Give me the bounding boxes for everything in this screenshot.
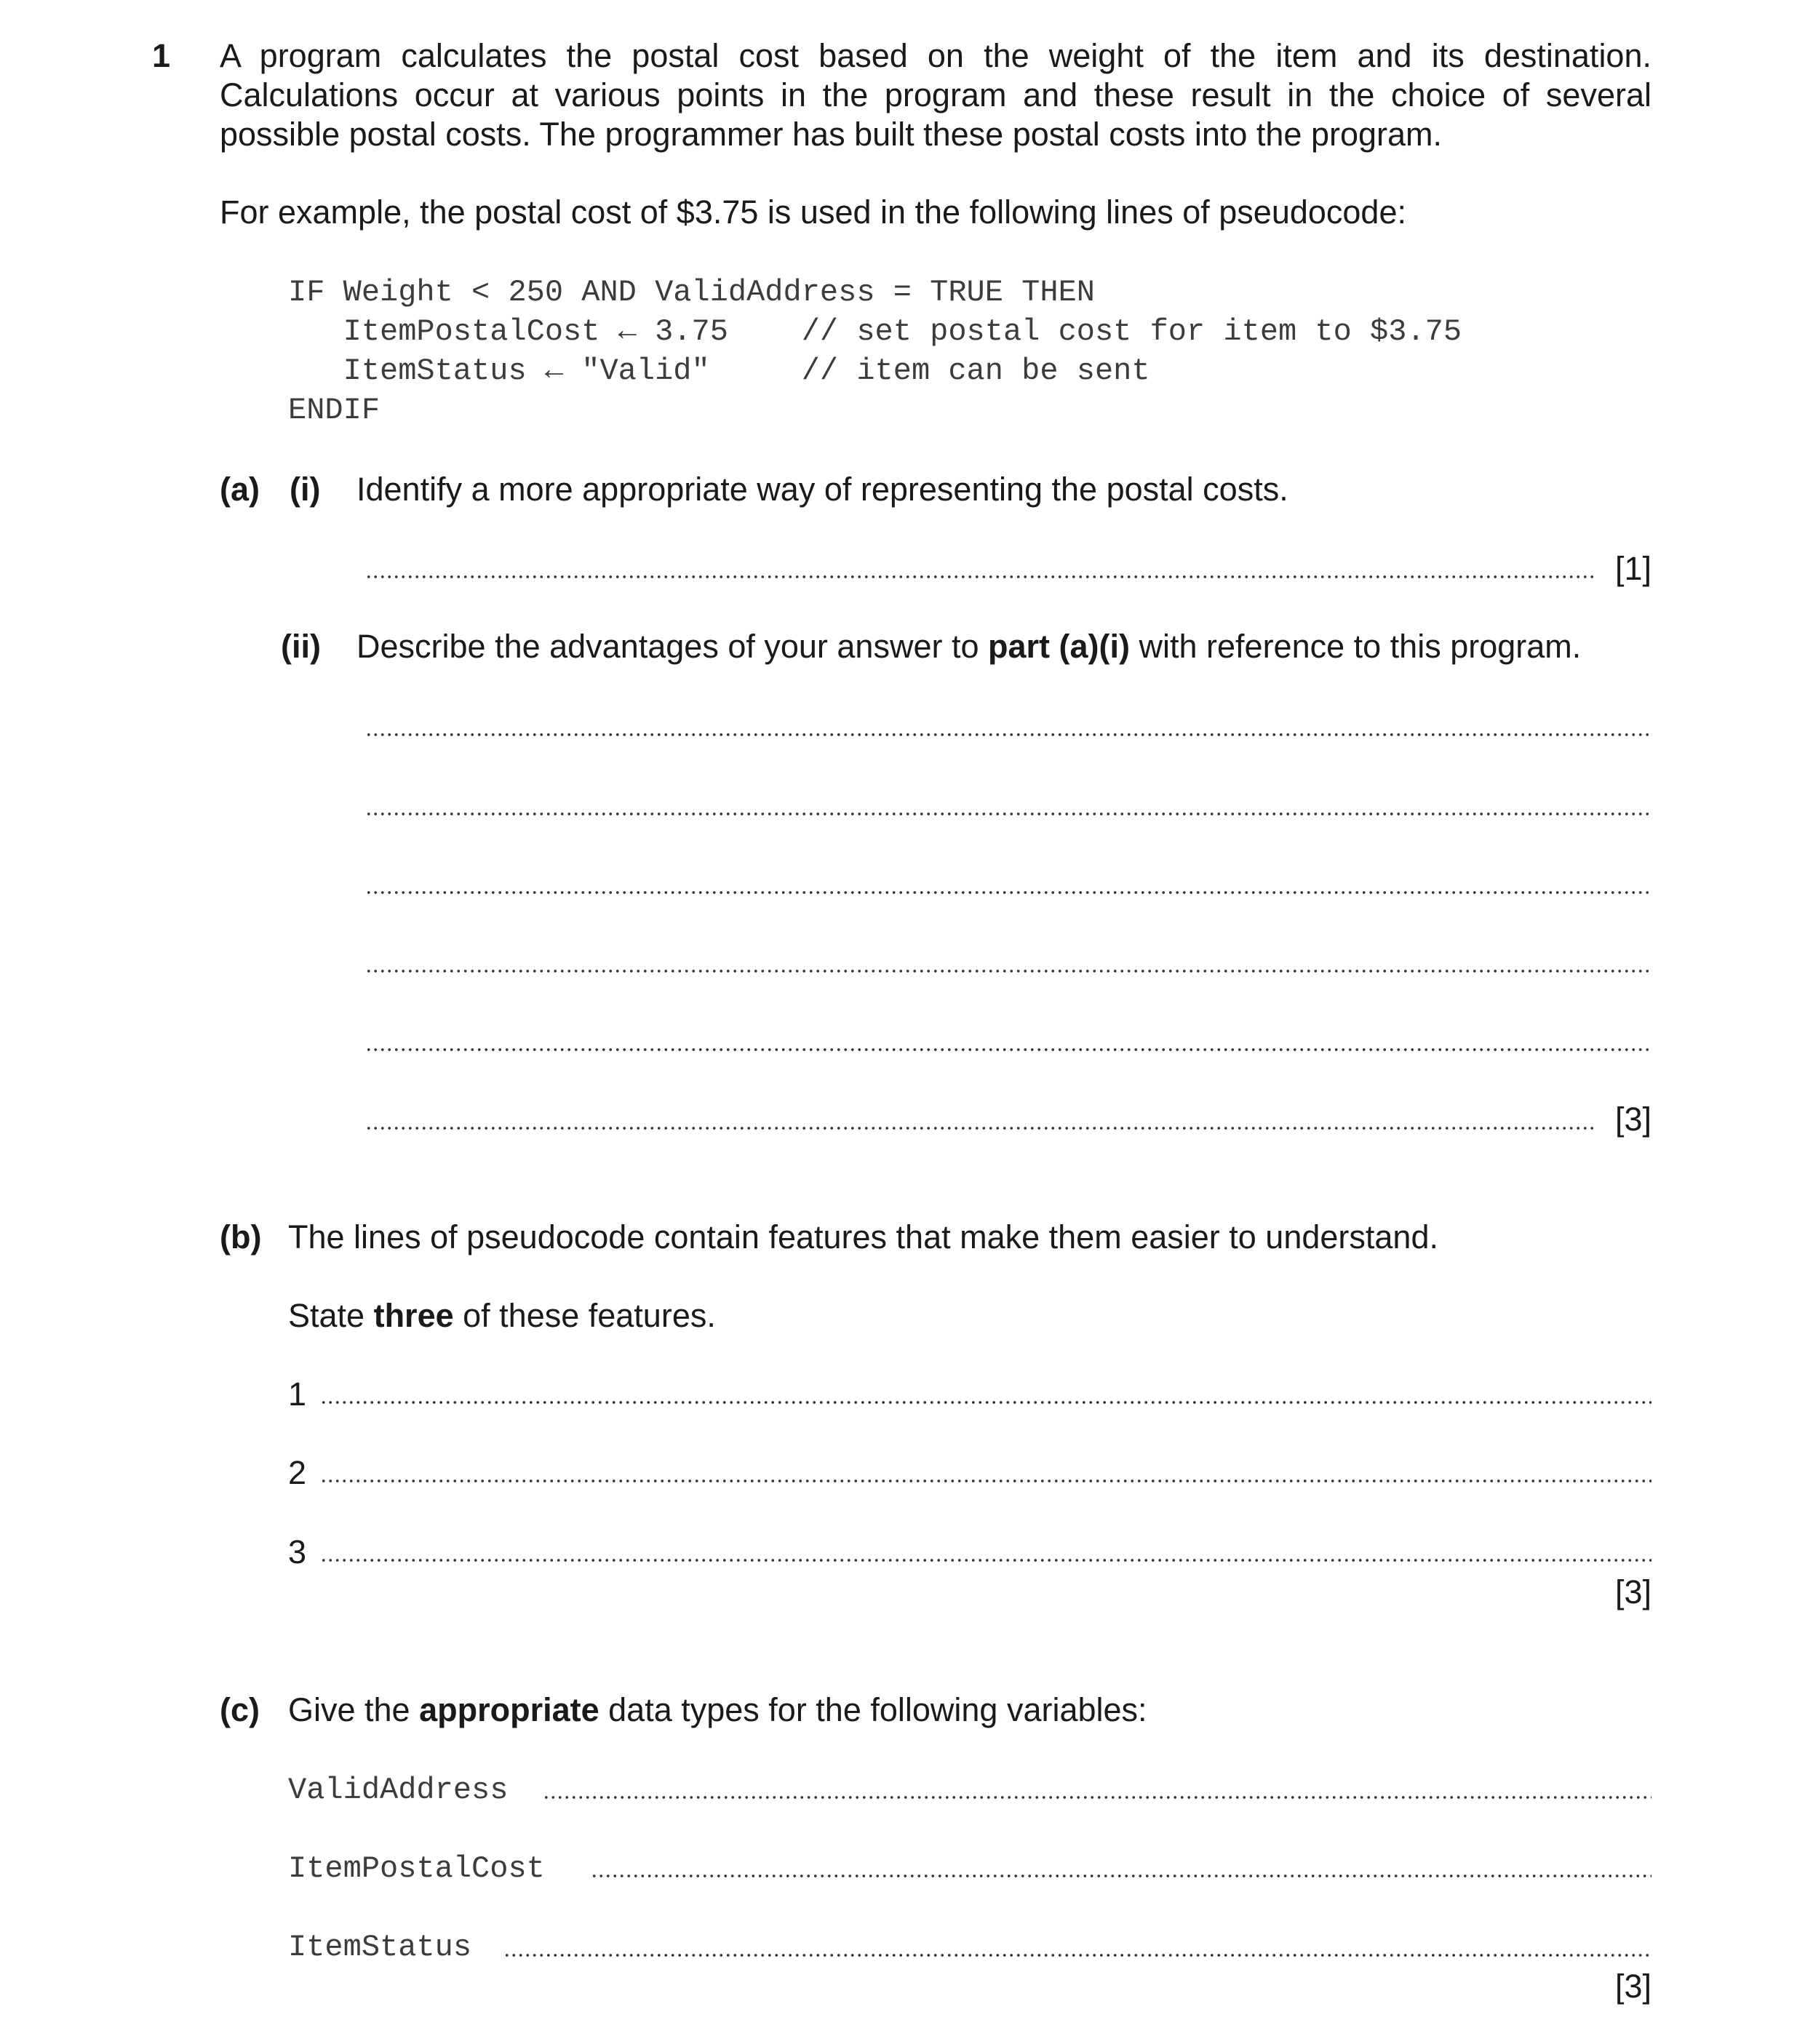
part-a-ii-label: (ii) bbox=[281, 628, 321, 665]
part-c-text-before: Give the bbox=[288, 1691, 420, 1728]
feature-number-2: 2 bbox=[288, 1454, 307, 1491]
marks-a-i: [1] bbox=[1614, 550, 1651, 587]
feature-number-1: 1 bbox=[288, 1376, 307, 1413]
answer-line-a-ii-2[interactable] bbox=[365, 812, 1651, 816]
code-line-4: ENDIF bbox=[288, 393, 380, 428]
answer-line-b-1[interactable] bbox=[320, 1400, 1651, 1405]
example-text: For example, the postal cost of $3.75 is used in the following lines of pseudocode: bbox=[220, 193, 1406, 231]
marks-a-ii: [3] bbox=[1614, 1101, 1651, 1138]
part-a-ii-text-after: with reference to this program. bbox=[1130, 628, 1582, 665]
variable-item-postal-cost: ItemPostalCost bbox=[288, 1851, 545, 1886]
variable-item-status: ItemStatus bbox=[288, 1930, 472, 1965]
answer-line-c-3[interactable] bbox=[503, 1953, 1651, 1957]
answer-line-a-ii-3[interactable] bbox=[365, 890, 1651, 895]
intro-line-2: Calculations occur at various points in the program and these result in the choice of several bbox=[220, 76, 1651, 113]
intro-line-1: A program calculates the postal cost based on the weight of the item and its destination. bbox=[220, 37, 1651, 74]
part-a-i-text: Identify a more appropriate way of representing the postal costs. bbox=[356, 471, 1288, 508]
part-c-label: (c) bbox=[220, 1691, 260, 1728]
part-b-text: The lines of pseudocode contain features that make them easier to understand. bbox=[288, 1218, 1438, 1255]
part-c-text bbox=[288, 1690, 1147, 1730]
part-a-ii-text bbox=[356, 627, 1581, 666]
part-c-text-bold: appropriate bbox=[419, 1691, 599, 1728]
answer-line-a-i[interactable] bbox=[365, 575, 1596, 579]
part-a-ii-text-bold: part (a)(i) bbox=[988, 628, 1130, 665]
question-intro bbox=[220, 36, 1651, 154]
answer-line-a-ii-4[interactable] bbox=[365, 969, 1651, 973]
answer-line-b-2[interactable] bbox=[320, 1479, 1651, 1483]
answer-line-c-2[interactable] bbox=[591, 1874, 1651, 1878]
answer-line-b-3[interactable] bbox=[320, 1558, 1651, 1562]
part-b-instruction-before: State bbox=[288, 1297, 374, 1334]
part-b-instruction-bold: three bbox=[373, 1297, 454, 1334]
part-a-ii-text-before: Describe the advantages of your answer to bbox=[356, 628, 988, 665]
code-line-1: IF Weight < 250 AND ValidAddress = TRUE THEN bbox=[288, 275, 1095, 310]
marks-b: [3] bbox=[1614, 1573, 1651, 1610]
feature-number-3: 3 bbox=[288, 1533, 307, 1570]
answer-line-c-1[interactable] bbox=[543, 1795, 1651, 1800]
part-a-i-label: (i) bbox=[290, 471, 321, 508]
part-b-label: (b) bbox=[220, 1218, 262, 1255]
code-line-2: ItemPostalCost ← 3.75 // set postal cost for item to $3.75 bbox=[288, 314, 1462, 349]
answer-line-a-ii-1[interactable] bbox=[365, 732, 1651, 737]
marks-c: [3] bbox=[1614, 1968, 1651, 2005]
answer-line-a-ii-6[interactable] bbox=[365, 1126, 1596, 1130]
part-b-instruction-after: of these features. bbox=[453, 1297, 716, 1334]
answer-line-a-ii-5[interactable] bbox=[365, 1047, 1651, 1052]
pseudocode-block bbox=[288, 273, 1462, 430]
part-b-instruction bbox=[288, 1296, 716, 1336]
intro-line-3: possible postal costs. The programmer has built these postal costs into the program. bbox=[220, 116, 1443, 153]
question-number: 1 bbox=[152, 37, 171, 74]
code-line-3: ItemStatus ← "Valid" // item can be sent bbox=[288, 354, 1150, 388]
part-c-text-after: data types for the following variables: bbox=[599, 1691, 1147, 1728]
part-a-label: (a) bbox=[220, 471, 260, 508]
variable-valid-address: ValidAddress bbox=[288, 1773, 509, 1808]
